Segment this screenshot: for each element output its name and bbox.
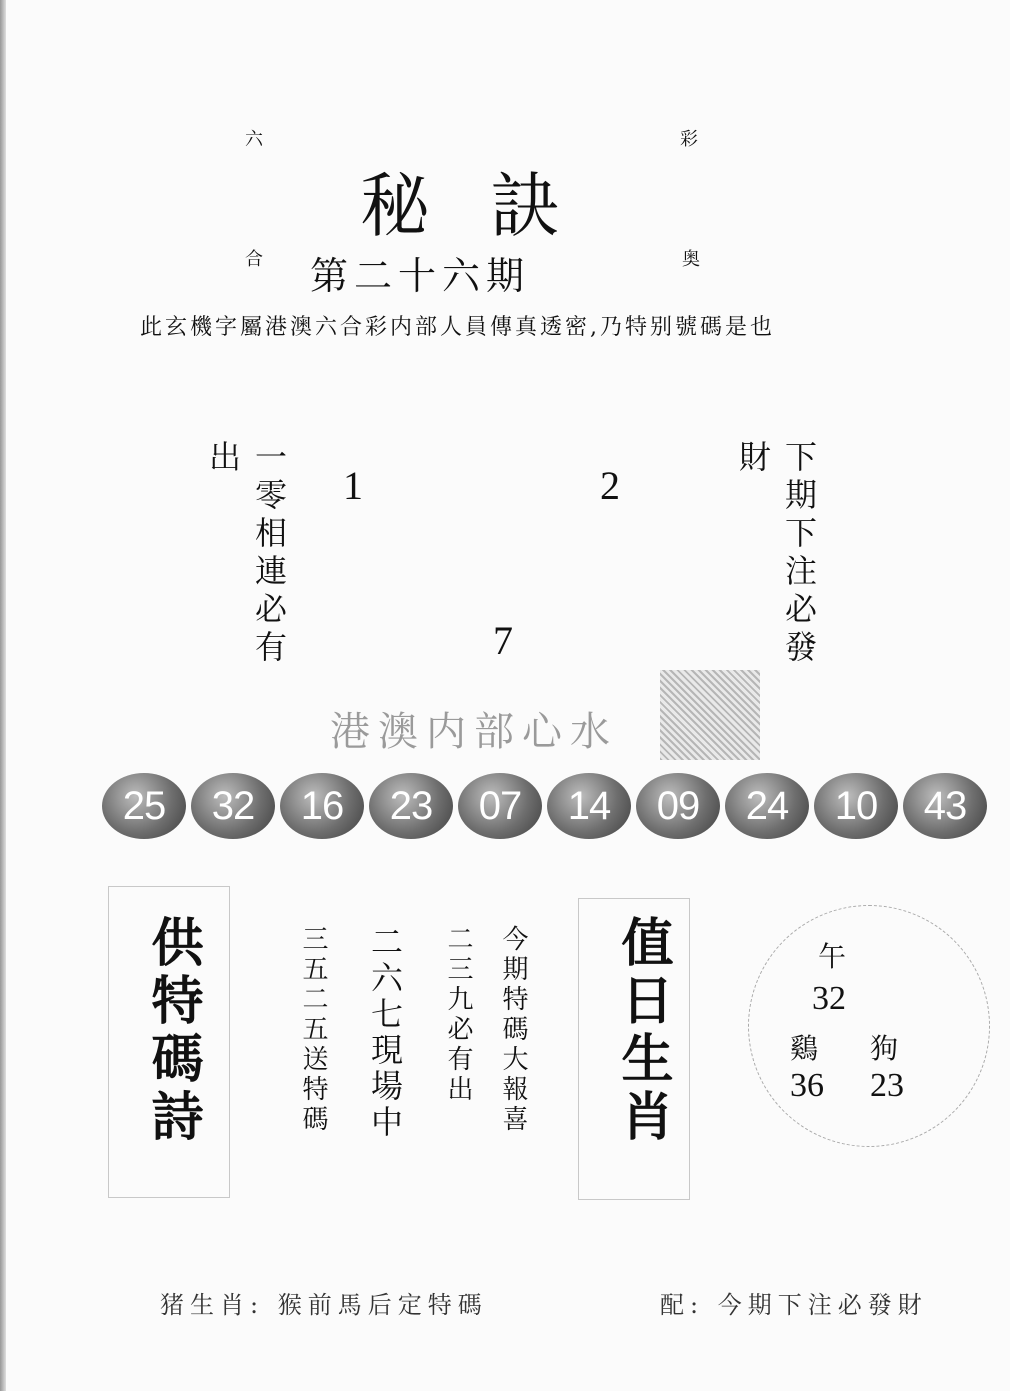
corner-mid-left: 合 xyxy=(245,249,263,270)
ball-6: 14 xyxy=(547,773,631,839)
ball-10: 43 xyxy=(903,773,987,839)
page-title: 秘訣 xyxy=(360,165,620,247)
ball-2: 32 xyxy=(191,773,275,839)
zodiac-top-animal: 午 xyxy=(818,940,847,973)
scan-edge xyxy=(0,0,6,1391)
poem-line-4: 今期特碼大報喜 xyxy=(498,925,528,1135)
ball-4: 23 xyxy=(369,773,453,839)
zodiac-right-animal: 狗 xyxy=(870,1032,899,1065)
zodiac-top-number: 32 xyxy=(812,980,846,1017)
footer-right: 配: 今期下注必發財 xyxy=(660,1291,928,1319)
corner-top-right: 彩 xyxy=(680,129,698,150)
ball-7: 09 xyxy=(636,773,720,839)
zodiac-left-animal: 鷄 xyxy=(790,1032,819,1065)
ball-9: 10 xyxy=(814,773,898,839)
corner-top-left: 六 xyxy=(245,129,263,150)
number-balls xyxy=(102,773,992,839)
watermark-text: 港澳内部心水 xyxy=(330,709,618,755)
zodiac-left-number: 36 xyxy=(790,1067,824,1104)
ball-1: 25 xyxy=(102,773,186,839)
number-2: 2 xyxy=(600,463,620,508)
footer-left: 猪生肖: 猴前馬后定特碼 xyxy=(160,1291,488,1319)
right-vertical-text: 下期下注必發財 xyxy=(734,440,818,668)
zodiac-circle xyxy=(748,905,990,1147)
poem-line-1: 三五二五送特碼 xyxy=(298,925,328,1135)
corner-mid-right: 奥 xyxy=(682,249,700,270)
ball-5: 07 xyxy=(458,773,542,839)
poem-line-2: 二六七現場中 xyxy=(366,925,404,1141)
number-1: 1 xyxy=(343,463,363,508)
ball-8: 24 xyxy=(725,773,809,839)
ball-3: 16 xyxy=(280,773,364,839)
poem-line-3: 二三九必有出 xyxy=(443,925,473,1105)
intro-text: 此玄機字屬港澳六合彩内部人員傳真透密,乃特别號碼是也 xyxy=(140,315,775,340)
scan-smudge xyxy=(660,670,760,760)
left-vertical-text: 一零相連必有出 xyxy=(204,440,288,668)
number-7: 7 xyxy=(493,618,513,663)
zodiac-right-number: 23 xyxy=(870,1067,904,1104)
poem-title: 供特碼詩 xyxy=(142,915,203,1147)
issue-number: 第二十六期 xyxy=(310,254,531,298)
zodiac-title: 值日生肖 xyxy=(612,915,673,1147)
